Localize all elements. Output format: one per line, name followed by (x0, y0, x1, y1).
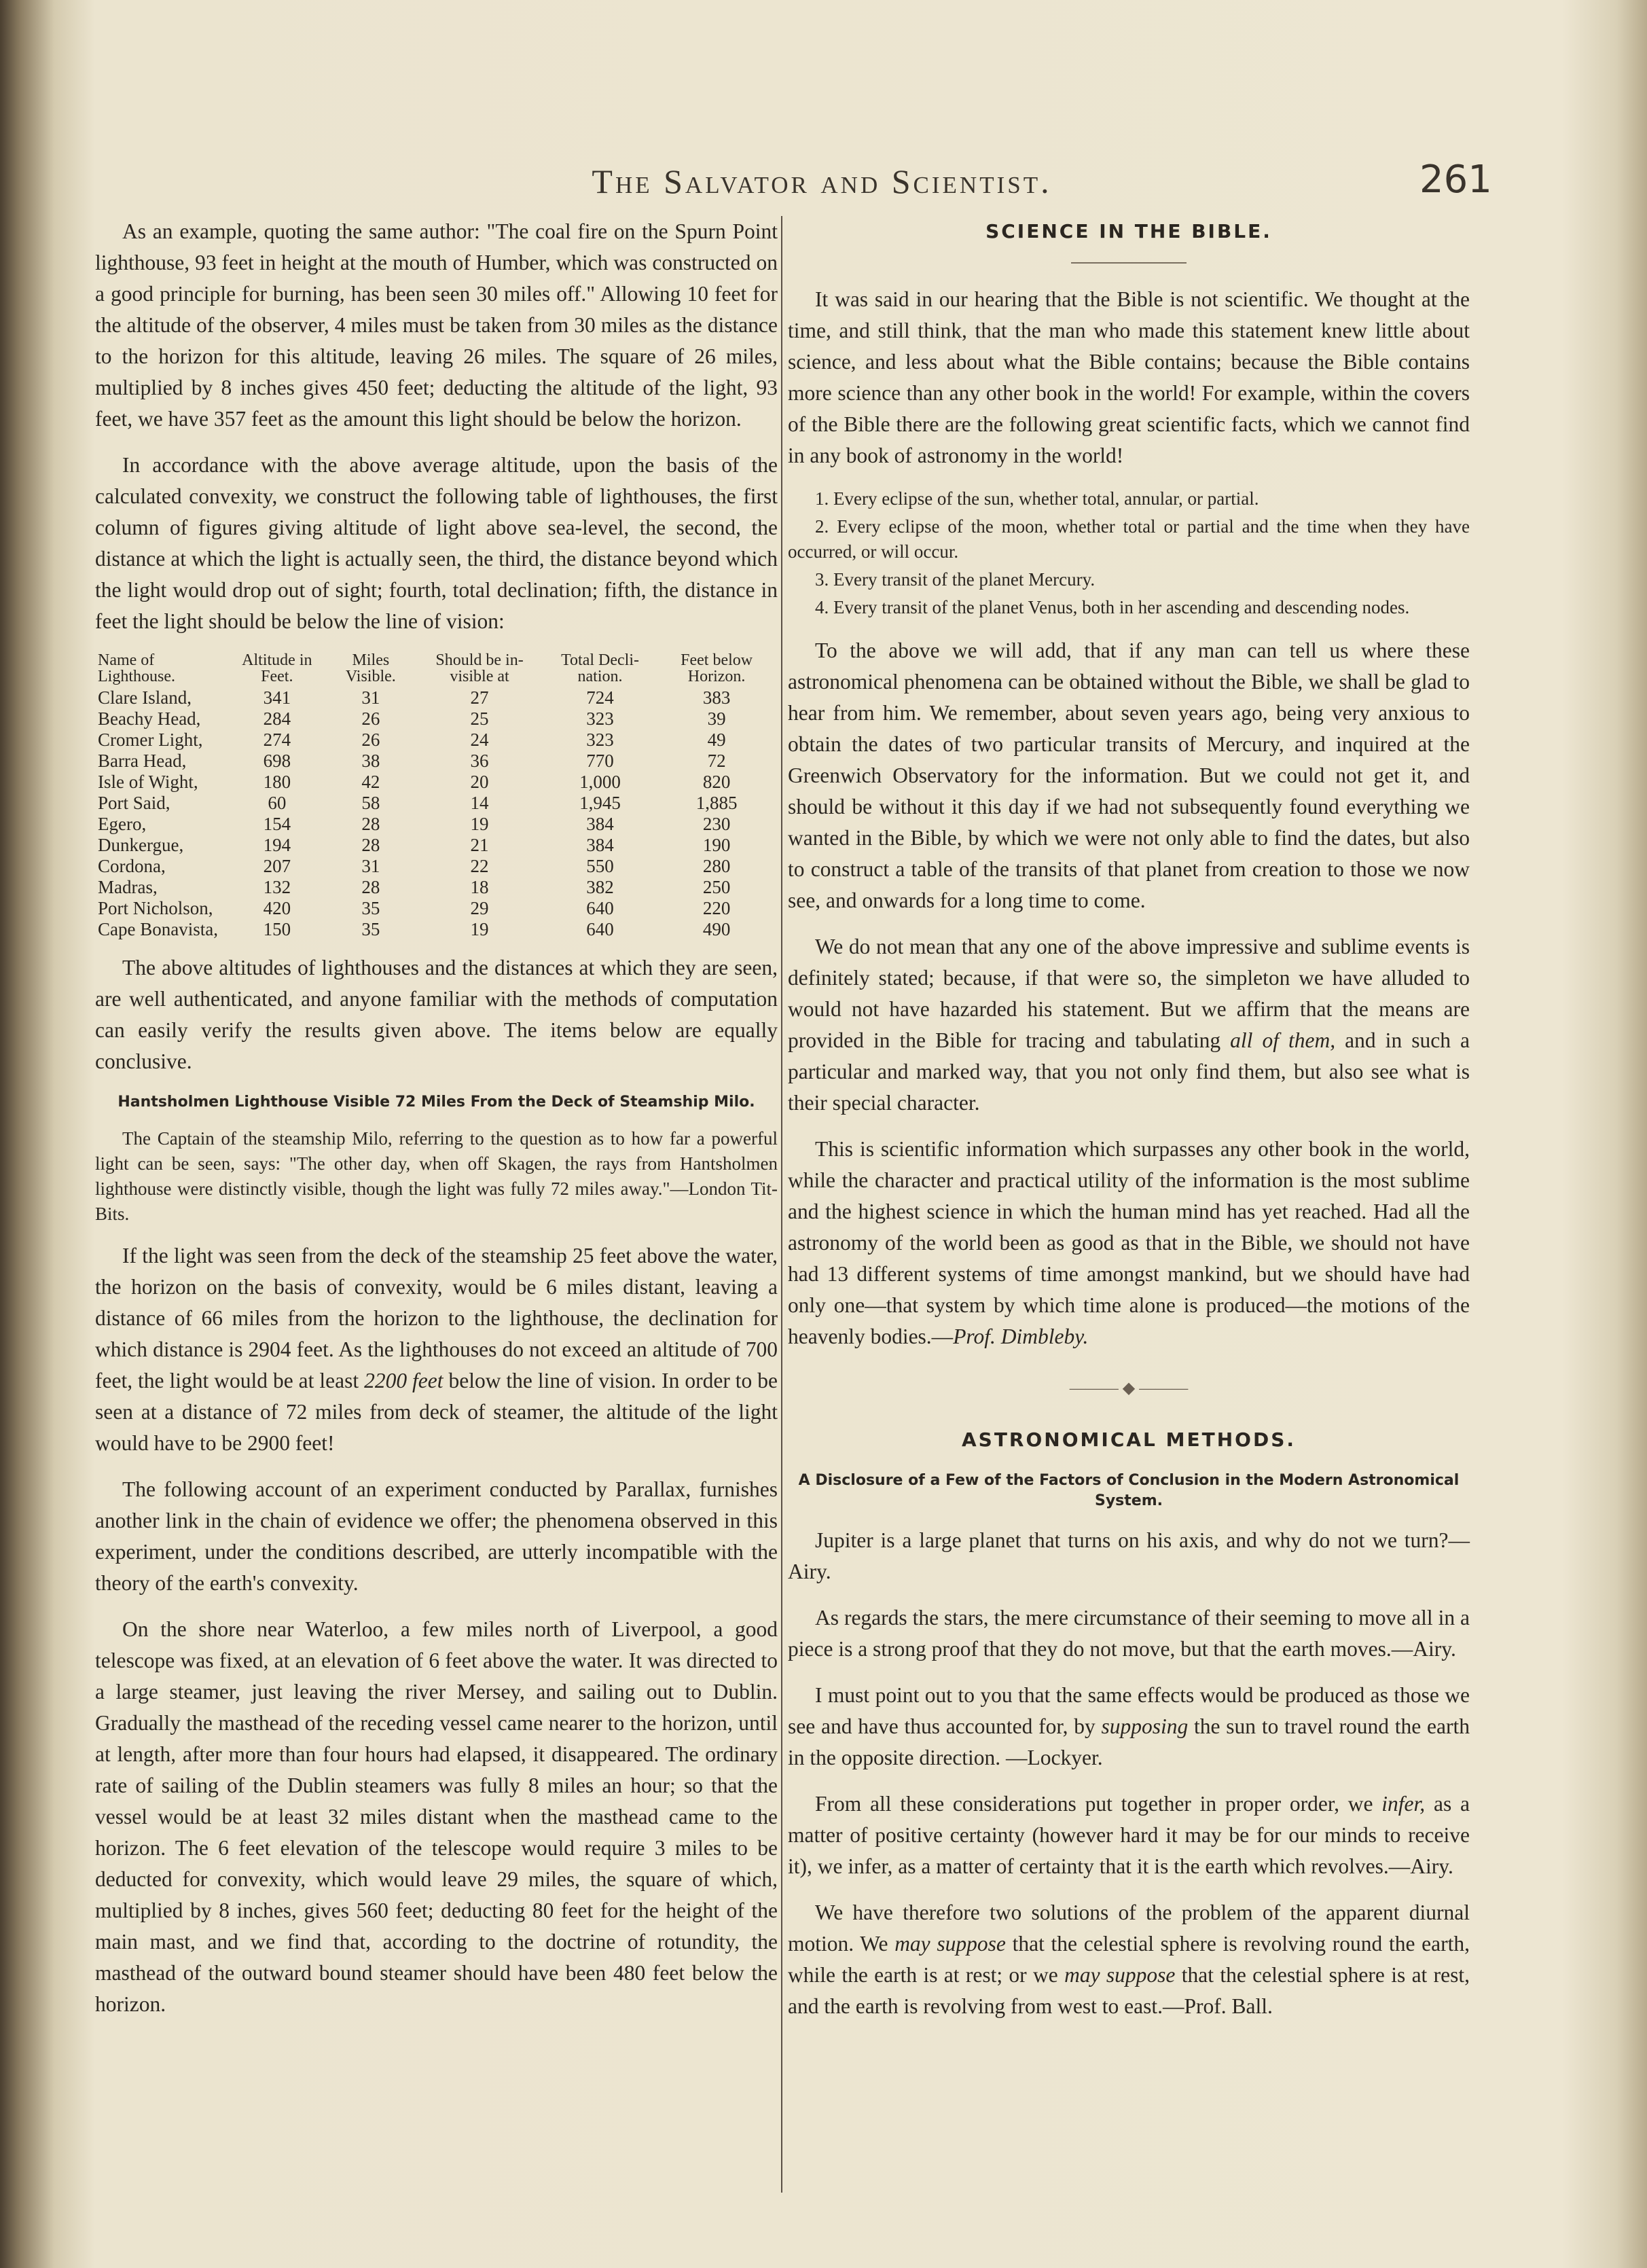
table-cell: Dunkergue, (98, 835, 184, 855)
paragraph (788, 1134, 1470, 1352)
table-cell: 770 (586, 751, 614, 771)
emphasis: infer, (1381, 1792, 1426, 1816)
text-run: This is scientific information which surpasses any other book in the world, while the character and practical utility of the information is the most sublime and the highest science in which the human mind has yet reached. Had all the astronomy of the world been as good as that in the Bible, we should not have had 13 different systems of time amongst mankind, but we should have had only one—that system by which time alone is produced—the motions of the heavenly bodies.— (788, 1137, 1470, 1348)
text-run: that the celestial sphere is at rest, and the earth is revolving from west to east.—Prof. Ball. (788, 1963, 1470, 2018)
emphasis: all of them, (1230, 1028, 1336, 1052)
table-cell: 31 (361, 856, 380, 876)
column-divider (781, 216, 782, 2193)
table-cell: 384 (586, 814, 614, 834)
table-cell: Cordona, (98, 856, 166, 876)
table-cell: 220 (702, 898, 731, 918)
section-subheading: Hantsholmen Lighthouse Visible 72 Miles From the Deck of Steamship Milo. (117, 1094, 755, 1111)
table-cell: 698 (263, 751, 291, 771)
table-row (95, 687, 778, 708)
table-cell: Egero, (98, 814, 147, 834)
table-cell: 250 (702, 877, 731, 897)
table-cell: 26 (361, 708, 380, 729)
text-run: that the celestial sphere is revolving round the earth, while the earth is at rest; or we (788, 1932, 1470, 1987)
table-cell: 28 (361, 835, 380, 855)
table-cell: 280 (702, 856, 731, 876)
table-cell: 24 (470, 730, 489, 750)
table-cell: Madras, (98, 877, 158, 897)
table-row (95, 919, 778, 940)
paragraph: It was said in our hearing that the Bible is not scientific. We thought at the time, and still think, that the man who made this statement knew little about science, and less about what the Bible contains; because the Bible contains more science than any other book in the world! For example, within the covers of the Bible there are the following great scientific facts, which we cannot find in any book of astronomy in the world! (788, 287, 1470, 467)
table-cell: Cape Bonavista, (98, 919, 218, 939)
paragraph: In accordance with the above average altitude, upon the basis of the calculated convexity, we construct the following table of lighthouses, the first column of figures giving altitude of light above sea-level, the second, the distance at which the light is actually seen, the third, the distance beyond which the light would drop out of sight; fourth, total declination; fifth, the distance in feet the light should be below the line of vision: (95, 453, 778, 633)
column-header: Miles Visible. (345, 651, 396, 685)
table-cell: 383 (702, 687, 731, 708)
table-cell: 26 (361, 730, 380, 750)
table-cell: 28 (361, 877, 380, 897)
table-cell: 274 (263, 730, 291, 750)
table-cell: 18 (470, 877, 489, 897)
table-cell: 1,000 (579, 772, 621, 792)
table-cell: 35 (361, 919, 380, 939)
table-row (95, 730, 778, 751)
emphasis: may suppose (1064, 1963, 1176, 1987)
table-row (95, 708, 778, 730)
table-cell: 384 (586, 835, 614, 855)
table-cell: 724 (586, 687, 614, 708)
quote-text: The Captain of the steamship Milo, referring to the question as to how far a powerful light can be seen, says: "The other day, when off Skagen, the rays from Hantsholmen lighthouse were distinctly visible, though the light was fully 72 miles away."—London Tit-Bits. (95, 1128, 778, 1224)
table-row (95, 814, 778, 835)
emphasis: Prof. Dimbleby. (953, 1325, 1089, 1348)
paragraph (95, 1240, 778, 1459)
list-item: 3. Every transit of the planet Mercury. (815, 569, 1096, 590)
table-cell: 39 (707, 708, 726, 729)
table-cell: 820 (702, 772, 731, 792)
text-run: From all these considerations put together in proper order, we (815, 1792, 1382, 1816)
table-cell: 230 (702, 814, 731, 834)
section-subheading: A Disclosure of a Few of the Factors of Conclusion in the Modern Astronomical System. (798, 1472, 1460, 1509)
table-cell: 323 (586, 708, 614, 729)
table-cell: 640 (586, 898, 614, 918)
text-run: We do not mean that any one of the above impressive and sublime events is definitely stated; because, if that were so, the simpleton we have alluded to would not have hazarded his statement. But we affirm that the means are provided in the Bible for tracing and tabulating (788, 935, 1470, 1052)
table-cell: 28 (361, 814, 380, 834)
table-cell: 22 (470, 856, 489, 876)
table-cell: 550 (586, 856, 614, 876)
column-header: Should be in-visible at (435, 651, 524, 685)
table-cell: Barra Head, (98, 751, 187, 771)
paragraph: As an example, quoting the same author: "The coal fire on the Spurn Point lighthouse, 93 feet in height at the mouth of Humber, which was constructed on a good principle for burning, has been seen 30 miles off." Allowing 10 feet for the altitude of the observer, 4 miles must be taken from 30 miles as the distance to the horizon for this altitude, leaving 26 miles. The square of 26 miles, multiplied by 8 inches gives 450 feet; deducting the altitude of the light, 93 feet, we have 357 feet as the amount this light should be below the horizon. (95, 219, 778, 431)
table-row (95, 751, 778, 772)
running-head: The Salvator and Scientist. (592, 162, 1052, 200)
table-row (95, 856, 778, 877)
table-cell: 38 (361, 751, 380, 771)
emphasis: 2200 feet (364, 1369, 444, 1392)
right-column (788, 216, 1470, 2037)
table-cell: 284 (263, 708, 291, 729)
paragraph (788, 1788, 1470, 1882)
list-item: 1. Every eclipse of the sun, whether total, annular, or partial. (815, 488, 1259, 509)
text-run: We have therefore two solutions of the problem of the apparent diurnal motion. We (788, 1901, 1470, 1956)
table-cell: 42 (361, 772, 380, 792)
emphasis: supposing (1101, 1714, 1189, 1738)
table-cell: 20 (470, 772, 489, 792)
table-cell: Clare Island, (98, 687, 192, 708)
article-heading: ASTRONOMICAL METHODS. (962, 1428, 1296, 1451)
table-cell: Cromer Light, (98, 730, 203, 750)
table-cell: 72 (707, 751, 726, 771)
table-cell: 382 (586, 877, 614, 897)
table-cell: 21 (470, 835, 489, 855)
table-cell: 154 (263, 814, 291, 834)
paragraph: As regards the stars, the mere circumstance of their seeming to move all in a piece is a strong proof that they do not move, but that the earth moves.—Airy. (788, 1606, 1470, 1661)
table-cell: 35 (361, 898, 380, 918)
table-cell: 14 (470, 793, 489, 813)
paragraph: The above altitudes of lighthouses and the distances at which they are seen, are well authenticated, and anyone familiar with the methods of computation can easily verify the results given above. The items below are equally conclusive. (95, 956, 778, 1073)
table-header-row (95, 652, 778, 687)
table-cell: Beachy Head, (98, 708, 201, 729)
column-header: Name of Lighthouse. (98, 651, 175, 685)
article-heading: SCIENCE IN THE BIBLE. (985, 220, 1272, 242)
text-run: and in such a particular and marked way, that you not only find them, but also see what is their special character. (788, 1028, 1470, 1115)
numbered-list (788, 486, 1470, 620)
page-number: 261 (1419, 158, 1492, 202)
paragraph (788, 1897, 1470, 2022)
table-cell: 190 (702, 835, 731, 855)
list-item: 4. Every transit of the planet Venus, both in her ascending and descending nodes. (815, 597, 1410, 617)
ornamental-rule: ——— ◆ ——— (1069, 1380, 1189, 1397)
column-header: Feet below Horizon. (681, 651, 753, 685)
table-cell: 341 (263, 687, 291, 708)
table-cell: 60 (268, 793, 287, 813)
left-column (95, 216, 778, 2035)
table-cell: 25 (470, 708, 489, 729)
table-cell: 27 (470, 687, 489, 708)
table-row (95, 793, 778, 814)
table-cell: 194 (263, 835, 291, 855)
table-cell: 19 (470, 814, 489, 834)
table-cell: 207 (263, 856, 291, 876)
table-cell: 31 (361, 687, 380, 708)
table-cell: 132 (263, 877, 291, 897)
paragraph: The following account of an experiment conducted by Parallax, furnishes another link in the chain of evidence we offer; the phenomena observed in this experiment, under the conditions described, are utterly incompatible with the theory of the earth's convexity. (95, 1477, 778, 1595)
table-cell: 150 (263, 919, 291, 939)
table-row (95, 877, 778, 898)
table-cell: 420 (263, 898, 291, 918)
table-cell: Isle of Wight, (98, 772, 198, 792)
table-cell: 58 (361, 793, 380, 813)
table-cell: 1,945 (579, 793, 621, 813)
paragraph (788, 1680, 1470, 1774)
table-cell: 29 (470, 898, 489, 918)
lighthouse-table (95, 652, 778, 940)
table-cell: 1,885 (695, 793, 738, 813)
paragraph: To the above we will add, that if any man can tell us where these astronomical phenomena can be obtained without the Bible, we shall be glad to hear from him. We remember, about seven years ago, being very anxious to obtain the dates of two particular transits of Mercury, and inquired at the Greenwich Observatory for the information. But we could not get it, and should be without it this day if we had not subsequently found everything we wanted in the Bible, by which we were not only able to find the dates, but also to construct a table of the transits of that planet from creation to those we now see, and onwards for a long time to come. (788, 638, 1470, 912)
text-run: I must point out to you that the same effects would be produced as those we see and have thus accounted for, by (788, 1683, 1470, 1738)
table-cell: 36 (470, 751, 489, 771)
table-body (95, 687, 778, 940)
table-cell: 49 (707, 730, 726, 750)
list-item: 2. Every eclipse of the moon, whether total or partial and the time when they have occurred, or will occur. (788, 516, 1470, 562)
table-cell: 180 (263, 772, 291, 792)
table-row (95, 898, 778, 919)
emphasis: may suppose (894, 1932, 1006, 1956)
paragraph: Jupiter is a large planet that turns on his axis, and why do not we turn?—Airy. (788, 1528, 1470, 1583)
table-cell: 19 (470, 919, 489, 939)
text-run: as a matter of positive certainty (however hard it may be for our minds to receive it), we infer, as a matter of certainty that it is the earth which revolves.—Airy. (788, 1792, 1470, 1878)
paragraph (788, 931, 1470, 1119)
text-run: If the light was seen from the deck of the steamship 25 feet above the water, the horizon on the basis of convexity, would be 6 miles distant, leaving a distance of 66 miles from the horizon to the lighthouse, the declination for which distance is 2904 feet. As the lighthouses do not exceed an altitude of 700 feet, the light would be at least (95, 1244, 778, 1392)
column-header: Total Decli-nation. (561, 651, 639, 685)
table-row (95, 772, 778, 793)
column-header: Altitude in Feet. (242, 651, 312, 685)
table-cell: Port Said, (98, 793, 170, 813)
heading-rule (1071, 262, 1187, 264)
text-run: the sun to travel round the earth in the opposite direction. —Lockyer. (788, 1714, 1470, 1769)
table-cell: 490 (702, 919, 731, 939)
table-cell: 323 (586, 730, 614, 750)
text-run: below the line of vision. In order to be seen at a distance of 72 miles from deck of steamer, the altitude of the light would have to be 2900 feet! (95, 1369, 778, 1455)
table-row (95, 835, 778, 856)
paragraph: On the shore near Waterloo, a few miles north of Liverpool, a good telescope was fixed, at an elevation of 6 feet above the water. It was directed to a large steamer, just leaving the river Mersey, and sailing out to Dublin. Gradually the masthead of the receding vessel came nearer to the horizon, until at length, after more than four hours had elapsed, it disappeared. The ordinary rate of sailing of the Dublin steamers was fully 8 miles an hour; so that the vessel would be at least 32 miles distant when the masthead came to the horizon. The 6 feet elevation of the telescope would require 3 miles to be deducted for convexity, which would leave 29 miles, the square of which, multiplied by 8 inches, gives 560 feet; deducting 80 feet for the height of the main mast, and we find that, according to the doctrine of rotundity, the masthead of the outward bound steamer should have been 480 feet below the horizon. (95, 1617, 778, 2016)
table-cell: 640 (586, 919, 614, 939)
quote-block (95, 1126, 778, 1227)
table-cell: Port Nicholson, (98, 898, 213, 918)
